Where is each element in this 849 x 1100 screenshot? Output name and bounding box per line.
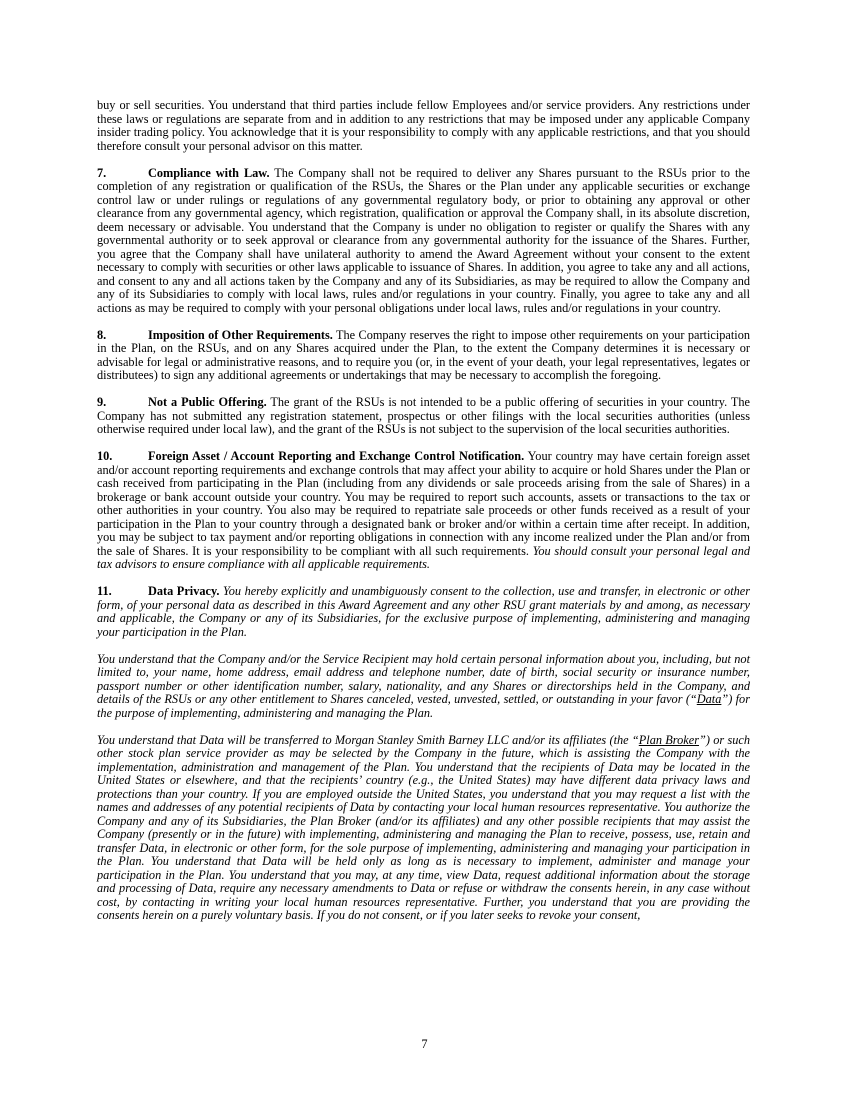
section-body: The Company reserves the right to impose other requirements on your participation in the Plan, on the RSUs, and on any Shares acquired under the Plan, to the extent the Company determines it is necessary or advisable for legal or administrative reasons, and to require you (or, in the event of your death, your legal representatives, legates or distributees) to sign any additional agreements or undertakings that may be necessary to accomplish the foregoing.: [97, 327, 751, 382]
section-8-paragraph: [97, 329, 750, 383]
paragraph-text: ”) or such other stock plan service provider as may be selected by the Company in the future, which is assisting the Company with the implementation, administration and management of the Plan. You understand that the recipients of Data may be located in the United States or elsewhere, and that the recipients’ country (e.g., the United States) may have different data privacy laws and protections than your country. If you are employed outside the United States, you understand that you may request a list with the names and addresses of any potential recipients of Data by contacting your local human resources representative. You authorize the Company and any of its Subsidiaries, the Plan Broker (and/or its affiliates) and any other possible recipients that may assist the Company (presently or in the future) with implementing, administering and managing the Plan to receive, possess, use, retain and transfer Data, in electronic or other form, for the sole purpose of implementing, administering and managing your participation in the Plan. You understand that Data will be held only as long as is necessary to implement, administer and manage your participation in the Plan. You understand that you may, at any time, view Data, request additional information about the storage and processing of Data, require any necessary amendments to Data or refuse or withdraw the consents herein, in any case without cost, by contacting in writing your local human resources representative. Further, you understand that you are providing the consents herein on a purely voluntary basis. If you do not consent, or if you later seeks to revoke your consent,: [97, 732, 750, 922]
paragraph-text: ”) for the purpose of implementing, administering and managing the Plan.: [97, 692, 750, 720]
section-9-paragraph: [97, 396, 750, 437]
section-heading: Imposition of Other Requirements.: [148, 327, 333, 342]
section-11-paragraph: [97, 585, 750, 639]
intro-paragraph: [97, 99, 750, 153]
section-number: 10.: [97, 449, 113, 463]
section-10-paragraph: [97, 450, 750, 572]
defined-term-data: Data: [696, 692, 722, 706]
section-heading: Data Privacy.: [148, 584, 220, 598]
section-number: 11.: [97, 584, 112, 598]
section-number: 9.: [97, 395, 107, 409]
data-transfer-paragraph: [97, 734, 750, 923]
paragraph-text: You understand that the Company and/or the Service Recipient may hold certain personal information about you, including, but not limited to, your name, home address, email address and telephone number, date of birth, social security or insurance number, passport number or other identification number, salary, nationality, and any Shares or directorships held in the Company, and details of the RSUs or any other entitlement to Shares canceled, vested, unvested, settled, or outstanding in your favor (“: [97, 651, 750, 706]
paragraph-text: You understand that Data will be transferred to Morgan Stanley Smith Barney LLC and/or its affiliates (the “: [97, 732, 639, 747]
document-content: [97, 99, 750, 936]
page-number: 7: [421, 1037, 428, 1051]
section-body: The Company shall not be required to deliver any Shares pursuant to the RSUs prior to the completion of any registration or qualification of the RSUs, the Shares or the Plan under any applicable securities or exchange control law or under rulings or regulations of any governmental regulatory body, or prior to obtaining any approval or other clearance from any governmental agency, which registration, qualification or approval the Company shall, in its absolute discretion, deem necessary or advisable. You understand that the Company is under no obligation to register or qualify the Shares with any governmental authority or to seek approval or clearance from any governmental authority for the issuance of the Shares. Further, you agree that the Company shall have unilateral authority to amend the Award Agreement without your consent to the extent necessary to comply with securities or other laws applicable to issuance of Shares. In addition, you agree to take any and all actions, and consent to any and all actions taken by the Company and any of its Subsidiaries, as may be required to allow the Company and any of its Subsidiaries to comply with local laws, rules and/or regulations in your country. Finally, you agree to take any and all actions as may be required to comply with your personal obligations under local laws, rules and/or regulations in your country.: [97, 165, 750, 315]
section-heading: Not a Public Offering.: [148, 395, 267, 409]
section-number: 7.: [97, 165, 107, 180]
section-7-paragraph: [97, 167, 750, 316]
section-body: The grant of the RSUs is not intended to be a public offering of securities in your country. The Company has not submitted any registration statement, prospectus or other filings with the local securities authorities (unless otherwise required under local law), and the grant of the RSUs is not subject to the supervision of the local securities authorities.: [97, 395, 750, 436]
section-body-italic: You hereby explicitly and unambiguously consent to the collection, use and transfer, in electronic or other form, of your personal data as described in this Award Agreement and any other RSU grant materials by and among, as necessary and applicable, the Company or any of its Subsidiaries, for the exclusive purpose of implementing, administering and managing your participation in the Plan.: [97, 584, 751, 639]
paragraph-text: buy or sell securities. You understand that third parties include fellow Employees and/or service providers. Any restrictions under these laws or regulations are separate from and in addition to any restrictions that may be imposed under any applicable Company insider trading policy. You acknowledge that it is your responsibility to comply with any applicable restrictions, and that you should therefore consult your personal advisor on this matter.: [97, 98, 750, 153]
section-heading: Foreign Asset / Account Reporting and Exchange Control Notification.: [148, 449, 525, 463]
section-heading: Compliance with Law.: [148, 165, 270, 180]
data-definition-paragraph: [97, 653, 750, 721]
section-number: 8.: [97, 327, 107, 342]
section-body: Your country may have certain foreign asset and/or account reporting requirements and exchange controls that may affect your ability to acquire or hold Shares under the Plan or cash received from participating in the Plan (including from any dividends or sale proceeds arising from the sale of Shares) in a brokerage or bank account outside your country. You may be required to report such accounts, assets or transactions to the tax or other authorities in your country. You also may be required to repatriate sale proceeds or other funds received as a result of your participation in the Plan to your country through a designated bank or broker and/or within a certain time after receipt. In addition, you may be subject to tax payment and/or reporting obligations in connection with any income realized under the Plan and/or from the sale of Shares. It is your responsibility to be compliant with all such requirements.: [97, 449, 750, 558]
section-body-italic: You should consult your personal legal and tax advisors to ensure compliance with all applicable requirements.: [97, 543, 750, 571]
defined-term-plan-broker: Plan Broker: [638, 732, 699, 747]
